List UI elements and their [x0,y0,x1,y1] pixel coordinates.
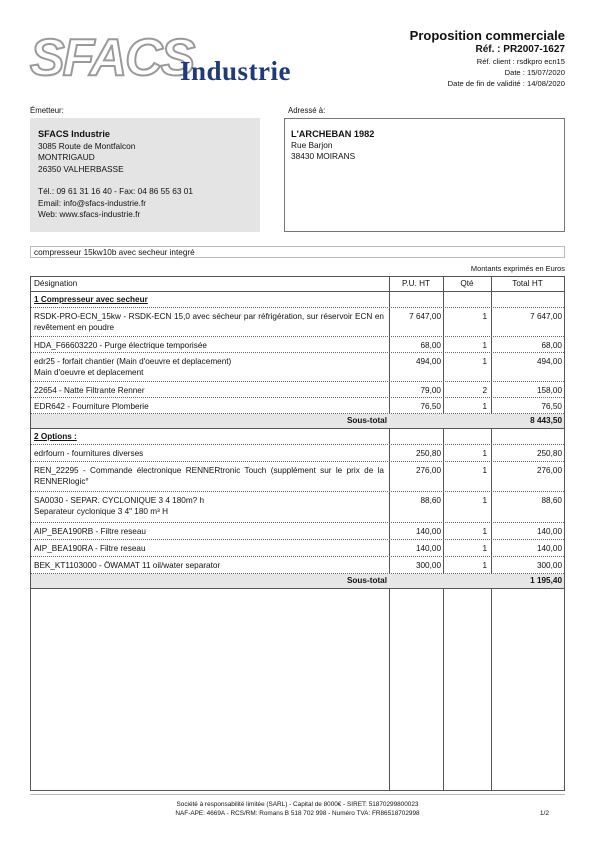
row-unit-price: 7 647,00 [409,312,441,321]
legal-footer [30,794,565,818]
footer-line-1: Société à responsabilité limitée (SARL) - Capital de 8000€ - SIRET: 51870299800023 [176,801,419,808]
row-total: 76,50 [541,402,562,411]
row-designation: AIP_BEA190RA - Filtre reseau [34,544,146,553]
table-row [31,492,564,523]
emitter-zip-city: 26350 VALHERBASSE [38,163,124,174]
row-designation: REN_22295 - Commande électronique RENNERtronic Touch (supplément sur le prix de la RENNERlogic° [34,466,384,486]
emitter-box [30,118,260,232]
logo-industrie-text: Industrie [180,56,292,86]
table-header-row [31,277,564,292]
logo-sfacs-text: SFACS [30,29,194,87]
table-row [31,353,564,382]
row-designation: RSDK-PRO-ECN_15kw - RSDK-ECN 15,0 avec sécheur par réfrigération, sur réservoir ECN en revêtement en poudre [34,312,384,332]
header-designation: Désignation [34,279,78,288]
document-title: Proposition commerciale [409,28,565,43]
validity-date: Date de fin de validité : 14/08/2020 [447,79,565,88]
section-title: 2 Options : [34,432,77,441]
recipient-box [284,118,565,232]
row-total: 88,60 [541,496,562,505]
recipient-address: Rue Barjon [291,140,333,150]
section-title: 1 Compresseur avec secheur [34,295,148,304]
row-quantity: 1 [482,312,487,321]
table-row [31,540,564,557]
table-row [31,445,564,462]
table-row [31,308,564,337]
row-total: 276,00 [536,466,562,475]
row-total: 300,00 [536,561,562,570]
row-unit-price: 300,00 [415,561,441,570]
subtotal-label: Sous-total [346,576,387,585]
row-total: 158,00 [536,386,562,395]
row-total: 250,80 [536,449,562,458]
row-quantity: 1 [482,357,487,366]
subtotal-row [31,574,564,589]
row-quantity: 1 [482,527,487,536]
page-number: 1/2 [539,810,549,817]
client-reference: Réf. client : rsdkpro ecn15 [476,57,565,66]
emitter-label: Émetteur: [30,106,64,115]
row-total: 68,00 [541,341,562,350]
subtotal-label: Sous-total [346,416,387,425]
subtotal-row [31,414,564,429]
row-designation: SA0030 - SEPAR. CYCLONIQUE 3 4 180m? h Separateur cyclonique 3 4" 180 m³ H [34,496,205,516]
row-unit-price: 250,80 [415,449,441,458]
row-designation: AIP_BEA190RB - Filtre reseau [34,527,146,536]
header-total: Total HT [512,279,543,288]
row-total: 7 647,00 [530,312,562,321]
subtotal-value: 1 195,40 [530,576,562,585]
row-unit-price: 140,00 [415,527,441,536]
document-header [410,28,565,88]
row-quantity: 1 [482,561,487,570]
recipient-zip-city: 38430 MOIRANS [291,151,356,161]
table-row [31,398,564,414]
table-row [31,523,564,540]
row-total: 494,00 [536,357,562,366]
currency-note: Montants exprimés en Euros [470,264,565,273]
row-unit-price: 68,00 [420,341,441,350]
row-quantity: 1 [482,402,487,411]
table-row [31,382,564,398]
header-quantity: Qté [460,279,474,288]
table-row [31,337,564,353]
row-total: 140,00 [536,527,562,536]
row-designation: edrfourn - fournitures diverses [34,449,144,458]
row-quantity: 1 [482,544,487,553]
row-total: 140,00 [536,544,562,553]
section-title-row [31,429,564,445]
emitter-city: MONTRIGAUD [38,152,95,162]
row-unit-price: 276,00 [415,466,441,475]
recipient-name: L'ARCHEBAN 1982 [291,129,375,139]
row-unit-price: 88,60 [420,496,441,505]
items-table [30,276,565,791]
table-row [31,462,564,492]
row-quantity: 1 [482,449,487,458]
proposal-object: compresseur 15kw10b avec secheur integré [30,246,565,258]
row-designation: EDR642 - Fourniture Plomberie [34,402,149,411]
emitter-email: Email: info@sfacs-industrie.fr [38,197,147,208]
row-unit-price: 494,00 [415,357,441,366]
emitter-address: 3085 Route de Montfalcon [38,140,136,151]
document-reference: Réf. : PR2007-1627 [475,44,565,55]
row-designation: 22654 - Natte Filtrante Renner [34,386,145,395]
row-unit-price: 76,50 [420,402,441,411]
table-row [31,557,564,574]
footer-line-2: NAF-APE: 4669A - RCS/RM: Romans B 518 702 998 - Numéro TVA: FR86518702998 [175,810,420,817]
company-logo [30,29,320,88]
row-designation: BEK_KT1103000 - ÖWAMAT 11 oil/water separator [34,561,221,570]
subtotal-value: 8 443,50 [530,416,562,425]
row-designation: edr25 - forfait chantier (Main d'oeuvre et deplacement) Main d'oeuvre et deplacement [34,357,232,377]
row-quantity: 2 [482,386,487,395]
emitter-web: Web: www.sfacs-industrie.fr [38,209,141,219]
emitter-phone: Tél.: 09 61 31 16 40 - Fax: 04 86 55 63 01 [38,186,193,196]
row-quantity: 1 [482,341,487,350]
row-quantity: 1 [482,466,487,475]
row-unit-price: 140,00 [415,544,441,553]
recipient-label: Adressé à: [288,106,326,115]
row-designation: HDA_F66603220 - Purge électrique temporisée [34,341,207,350]
section-title-row [31,292,564,308]
row-quantity: 1 [482,496,487,505]
emitter-name: SFACS Industrie [38,129,110,139]
row-unit-price: 79,00 [420,386,441,395]
header-unit-price: P.U. HT [401,279,431,288]
document-date: Date : 15/07/2020 [504,68,565,77]
